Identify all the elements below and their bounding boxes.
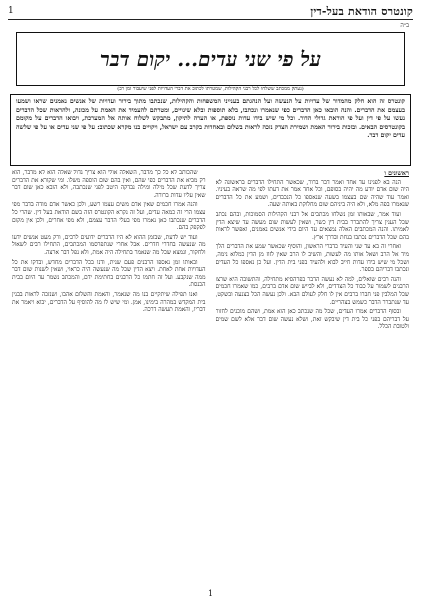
subtitle: (נעתק ממכתב ששלחו לכל רבני הקהילות, שמטרתו לכתוב את דברי העדויות לפני שיעבור זמן רב) bbox=[117, 86, 304, 92]
paragraph: והנה רבים שואלים, למה לא נעשה הדבר בפרהסיא מתחילה, והתשובה היא שרצו הרבנים לשמור על כבוד כל הצדדים, ולא לבייש שום אדם ברבים, כמו שאמרו חכמים שכל המלבין פני חברו ברבים אין לו חלק לעולם הבא. ולכן נעשה הכל בצנעה ובשקט, עד שנתברר הדבר כשמש בצהריים. bbox=[215, 276, 409, 306]
paragraph: ואנו תפילה שיתקיים בנו מה שנאמר, והאמת והשלום אהבו, ושנזכה לראות בבנין בית המקדש במהרה בימינו, אמן. ומי שיש לו מה להוסיף על הדברים, יבוא ויאמר את דבריו, והאמת תעשה דרכה. bbox=[12, 291, 206, 314]
paragraph: והנה אמרו חכמים שאין אדם משים עצמו רשע, ולכן כאשר אדם מודה בדבר מפי עצמו הרי זה כמאה עדים, ועל זה נקרא הקונטרס הזה בשם הודאת בעל דין. שהרי כל הדברים שנכתבו כאן נאמרו מפי בעלי הדבר עצמם, ולא מפי אחרים, ולכן אין מקום לפקפק בהם. bbox=[12, 202, 206, 232]
paragraph: ועוד אמר, שבאותו זמן נשלחו מכתבים אל רבני הקהילות הסמוכות, ובהם נכתב שכל הענין צריך להתברר בבית דין כשר, ושאין לעשות שום מעשה עד שיצא הדין לאמיתו. והנה המכתבים האלה נמצאים עד היום בידי אנשים נאמנים, ואפשר לראות בהם שכל הדברים נכתבו בנחת ובדרך ארץ. bbox=[215, 211, 409, 241]
header-rule bbox=[8, 19, 413, 20]
running-header bbox=[8, 4, 413, 18]
banner-title: על פי שני עדים... יקום דבר bbox=[99, 46, 322, 71]
paragraph: הנה בא לפנינו עד אחד ואמר דבר ברור, שכאשר התחילו הדברים בראשונה לא היה שום אדם יודע מה יהיה בסופם, וכל אחד אמר את דעתו לפי מה שראה בעיניו. ואמר עוד שהיה שם בעצמו בשעה שנאספו כל הנכבדים, ושמע את כל הדברים שנאמרו בפה מלא, ולא היה ביניהם שום מחלוקת באותה שעה. bbox=[215, 179, 409, 209]
column-right bbox=[216, 170, 410, 586]
preface-box: קונטרס זה הוא חלק מהמדור של עדויות על הנעשה ועל הנהגתם בענייני המשפחות והקהילות, שנכתבו מתוך בירור ועדויות של אנשים נאמנים שראו ושמעו בעצמם את הדברים. והנה הובאו כאן הדברים כפי שנאמרו ונכתבו, בלא תוספות ובלא שינויים, ומטרתם להעמיד את האמת על מכונה, ולהראות שכל הדברים נעשו על פי דין ועל פי הוראת גדולי הדור. וכל מי שיש בידו עדות נוספת, או הערה לתיקון, מתבקש לשלוח אותה אל המערכת, ויבואו הדברים על מקומם בקונטרסים הבאים. ובזכות בירור האמת ושמירת הצדק נזכה לראות בשלום ובאחדות בקרב עם ישראל, ויקויים בנו מקרא שכתוב: על פי שני עדים או על פי שלשה עדים יקום דבר. bbox=[10, 94, 411, 166]
body-columns bbox=[12, 170, 409, 586]
column-left bbox=[12, 170, 206, 586]
corner-note: ב״ה bbox=[400, 22, 409, 29]
paragraph: ועוד יש לדעת, שבזמן ההוא לא היו הדברים ידועים לרבים, ורק מעט אנשים ידעו מה שנעשה בחדרי חדרים. אבל אחרי שנתפרסמו המכתבים, התחילו רבים לשאול ולחקור, ונמצא שכל מה שנאמר בתחילה היה אמת, ולא נפל דבר ארצה. bbox=[12, 234, 206, 256]
title-banner bbox=[16, 32, 405, 86]
footer-page-number: 1 bbox=[207, 589, 214, 598]
paragraph: ובסוף הדברים אמרו העדים, שכל מה שנכתב כאן הוא אמת, ושהם מוכנים לחזור על דבריהם בפני כל בית דין שיבקש זאת, ושלא נעשה שום דבר אלא לשם שמים ולטובת הכלל. bbox=[215, 309, 409, 331]
header-page-number: 1 bbox=[8, 6, 14, 16]
paragraph: ואחרי זה בא עד שני והעיד כדברי הראשון, והוסיף שכאשר שמע את הדברים הלך מיד אל הרב ושאל אותו מה לעשות, והשיב לו הרב שאין לזוז מן הדין כמלוא נימה, ושכל מי שיש בידו עדות חייב לבוא ולהעיד בפני בית הדין. ועל כן נאספו כל העדים ונכתבו דבריהם בספר. bbox=[215, 244, 409, 274]
paragraph: ובאותו זמן נאספו הרבנים פעם שנית, ודנו בכל הדברים מחדש, ובדקו את כל העדויות אחת לאחת. ויצא הדין שכל מה שנעשה היה כראוי, ושאין לשנות שום דבר ממה שנקבע. ועל זה חתמו כל הרבנים בחתימת ידם, והמכתב נשמר עד היום בבית הכנסת. bbox=[12, 259, 206, 289]
section-heading: ראשונים ו bbox=[384, 170, 409, 177]
paragraph: שהכותב לא כל כך מדבר, השאלה אולי הוא צריך גדול שאלה הוא לא מדבר, הוא רק מביא את הדברים כפי שהם, ואין בהם שום הוספה משלו. ומי שקורא את הדברים צריך לדעת שכל מילה ומילה נבדקה היטב לפני שנכתבה, ולא הובא כאן שום דבר שאין עליו עדות ברורה. bbox=[12, 170, 206, 199]
header-title: קונטרס הודאת בעל-דין bbox=[310, 4, 413, 18]
